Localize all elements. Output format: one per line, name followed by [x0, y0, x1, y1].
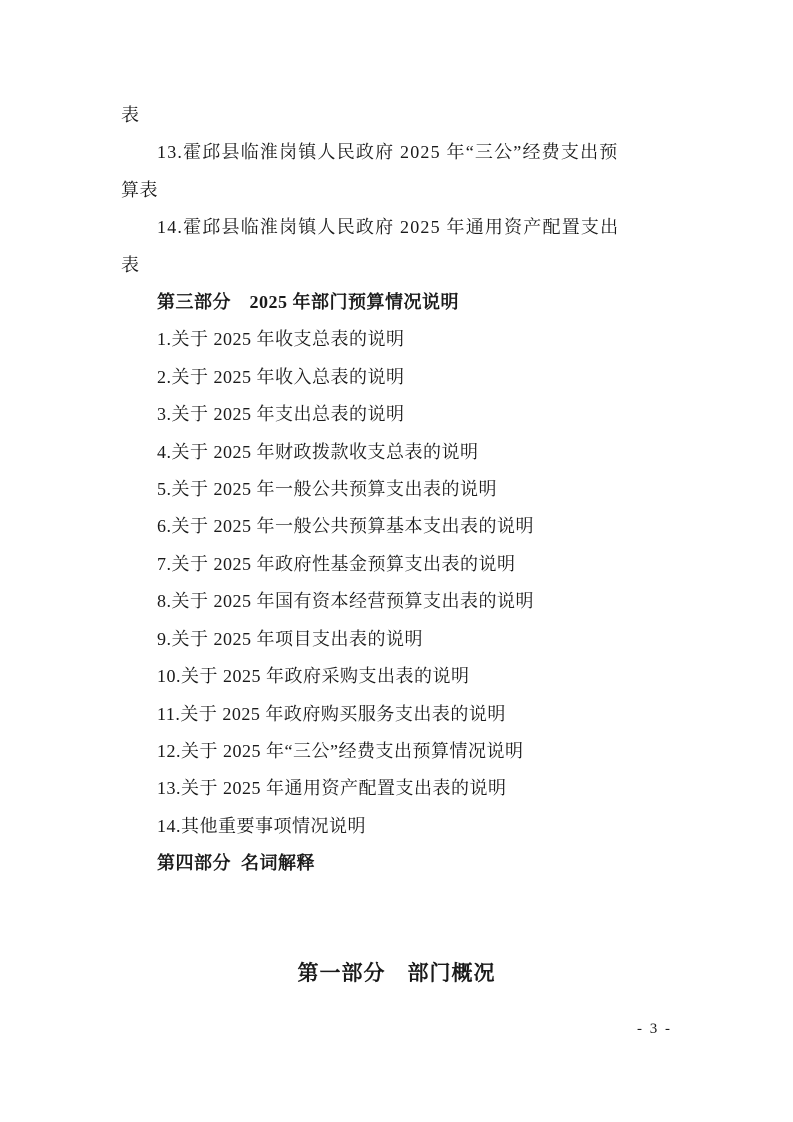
- document-content: [121, 97, 672, 994]
- section-heading-part3: 第三部分 2025 年部门预算情况说明: [157, 292, 459, 313]
- toc-item: 3.关于 2025 年支出总表的说明: [157, 404, 405, 425]
- toc-item: 9.关于 2025 年项目支出表的说明: [157, 628, 423, 649]
- toc-item: 10.关于 2025 年政府采购支出表的说明: [157, 666, 470, 687]
- part1-title: 第一部分 部门概况: [297, 960, 496, 985]
- toc-item: 14.其他重要事项情况说明: [157, 815, 366, 836]
- toc-item-14-line2: 表: [121, 254, 140, 275]
- toc-item: 11.关于 2025 年政府购买服务支出表的说明: [157, 703, 506, 724]
- toc-item: 13.关于 2025 年通用资产配置支出表的说明: [157, 778, 507, 799]
- section-heading-part4: 第四部分 名词解释: [157, 853, 315, 874]
- toc-item: 8.关于 2025 年国有资本经营预算支出表的说明: [157, 591, 534, 612]
- toc-item: 7.关于 2025 年政府性基金预算支出表的说明: [157, 553, 516, 574]
- page-number: - 3 -: [637, 1021, 672, 1037]
- toc-item: 4.关于 2025 年财政拨款收支总表的说明: [157, 441, 479, 462]
- toc-item: 5.关于 2025 年一般公共预算支出表的说明: [157, 479, 497, 500]
- toc-item-14-line1: 14.霍邱县临淮岗镇人民政府 2025 年通用资产配置支出: [157, 217, 620, 238]
- toc-item: 6.关于 2025 年一般公共预算基本支出表的说明: [157, 516, 534, 537]
- toc-item: 1.关于 2025 年收支总表的说明: [157, 329, 405, 350]
- toc-line-wrap-tail: 表: [121, 105, 140, 125]
- toc-item-13-line2: 算表: [121, 179, 158, 200]
- toc-item: 12.关于 2025 年“三公”经费支出预算情况说明: [157, 740, 524, 761]
- toc-item-13-line1: 13.霍邱县临淮岗镇人民政府 2025 年“三公”经费支出预: [157, 142, 619, 163]
- toc-item: 2.关于 2025 年收入总表的说明: [157, 366, 405, 387]
